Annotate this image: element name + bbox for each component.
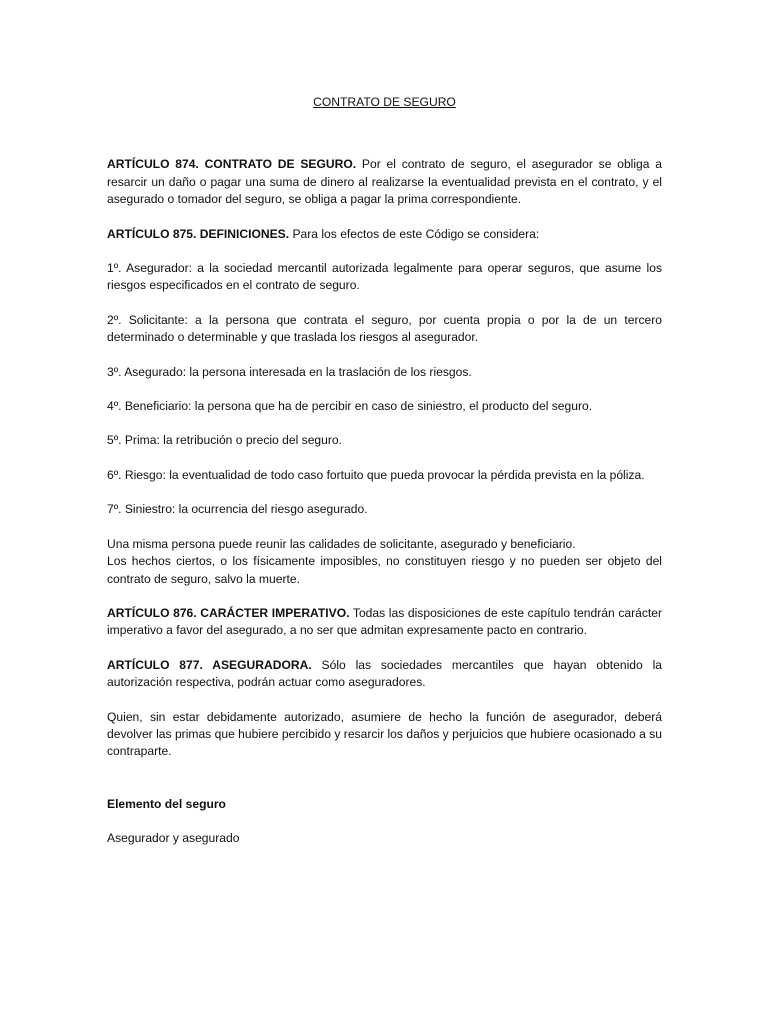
article-875-text: Para los efectos de este Código se considera: bbox=[289, 226, 540, 241]
definition-7: 7º. Siniestro: la ocurrencia del riesgo asegurado. bbox=[107, 502, 368, 517]
article-875-heading: ARTÍCULO 875. DEFINICIONES. bbox=[107, 226, 290, 241]
spacer bbox=[107, 813, 662, 830]
document-title: CONTRATO DE SEGURO bbox=[313, 95, 456, 109]
spacer bbox=[107, 381, 662, 398]
definition-4: 4º. Beneficiario: la persona que ha de percibir en caso de siniestro, el producto del seguro. bbox=[107, 399, 593, 414]
article-877-heading: ARTÍCULO 877. ASEGURADORA. bbox=[107, 657, 312, 672]
spacer bbox=[107, 450, 662, 467]
spacer bbox=[107, 588, 662, 605]
section-text: Asegurador y asegurado bbox=[107, 831, 240, 846]
article-876-heading: ARTÍCULO 876. CARÁCTER IMPERATIVO. bbox=[107, 605, 350, 620]
article-874-text: Por el contrato de seguro, el asegurador se obliga a resarcir un daño o pagar una suma de dinero al realizarse la eventualidad prevista en el contrato, y el asegurado o tomador del seguro, se obliga a pagar la prima correspondiente. bbox=[107, 157, 663, 207]
definition-3: 3º. Asegurado: la persona interesada en la traslación de los riesgos. bbox=[107, 364, 472, 379]
section-heading: Elemento del seguro bbox=[107, 796, 226, 811]
spacer bbox=[107, 484, 662, 501]
article-876 bbox=[107, 605, 662, 640]
article-877-paragraph-2: Quien, sin estar debidamente autorizado, asumiere de hecho la función de asegurador, deberá devolver las primas que hubiere percibido y resarcir los daños y perjuicios que hubiere ocasionado a su contraparte. bbox=[107, 709, 662, 759]
article-876-text: Todas las disposiciones de este capítulo tendrán carácter imperativo a favor del asegurado, a no ser que admitan expresamente pacto en contrario. bbox=[107, 605, 663, 638]
definition-6: 6º. Riesgo: la eventualidad de todo caso fortuito que pueda provocar la pérdida prevista en la póliza. bbox=[107, 467, 645, 482]
note-line-2: Los hechos ciertos, o los físicamente imposibles, no constituyen riesgo y no pueden ser objeto del contrato de seguro, salvo la muerte. bbox=[107, 554, 662, 586]
article-877-text: Sólo las sociedades mercantiles que hayan obtenido la autorización respectiva, podrán actuar como aseguradores. bbox=[107, 657, 662, 690]
spacer bbox=[107, 640, 662, 657]
definition-5: 5º. Prima: la retribución o precio del seguro. bbox=[107, 433, 342, 448]
article-875 bbox=[107, 226, 662, 243]
spacer bbox=[107, 347, 662, 364]
spacer bbox=[107, 692, 662, 709]
spacer bbox=[107, 415, 662, 432]
spacer bbox=[107, 243, 662, 260]
article-874 bbox=[107, 156, 662, 208]
spacer bbox=[107, 111, 662, 156]
article-874-heading: ARTÍCULO 874. CONTRATO DE SEGURO. bbox=[107, 157, 357, 172]
definition-1: 1º. Asegurador: a la sociedad mercantil autorizada legalmente para operar seguros, que asume los riesgos especificados en el contrato de seguro. bbox=[107, 261, 662, 293]
spacer bbox=[107, 519, 662, 536]
spacer bbox=[107, 295, 662, 312]
note-line-1: Una misma persona puede reunir las calidades de solicitante, asegurado y beneficiario. bbox=[107, 536, 576, 551]
article-877 bbox=[107, 657, 662, 692]
definition-2: 2º. Solicitante: a la persona que contrata el seguro, por cuenta propia o por la de un tercero determinado o determinable y que traslada los riesgos al asegurador. bbox=[107, 312, 662, 345]
spacer bbox=[107, 209, 662, 226]
spacer bbox=[107, 761, 662, 796]
